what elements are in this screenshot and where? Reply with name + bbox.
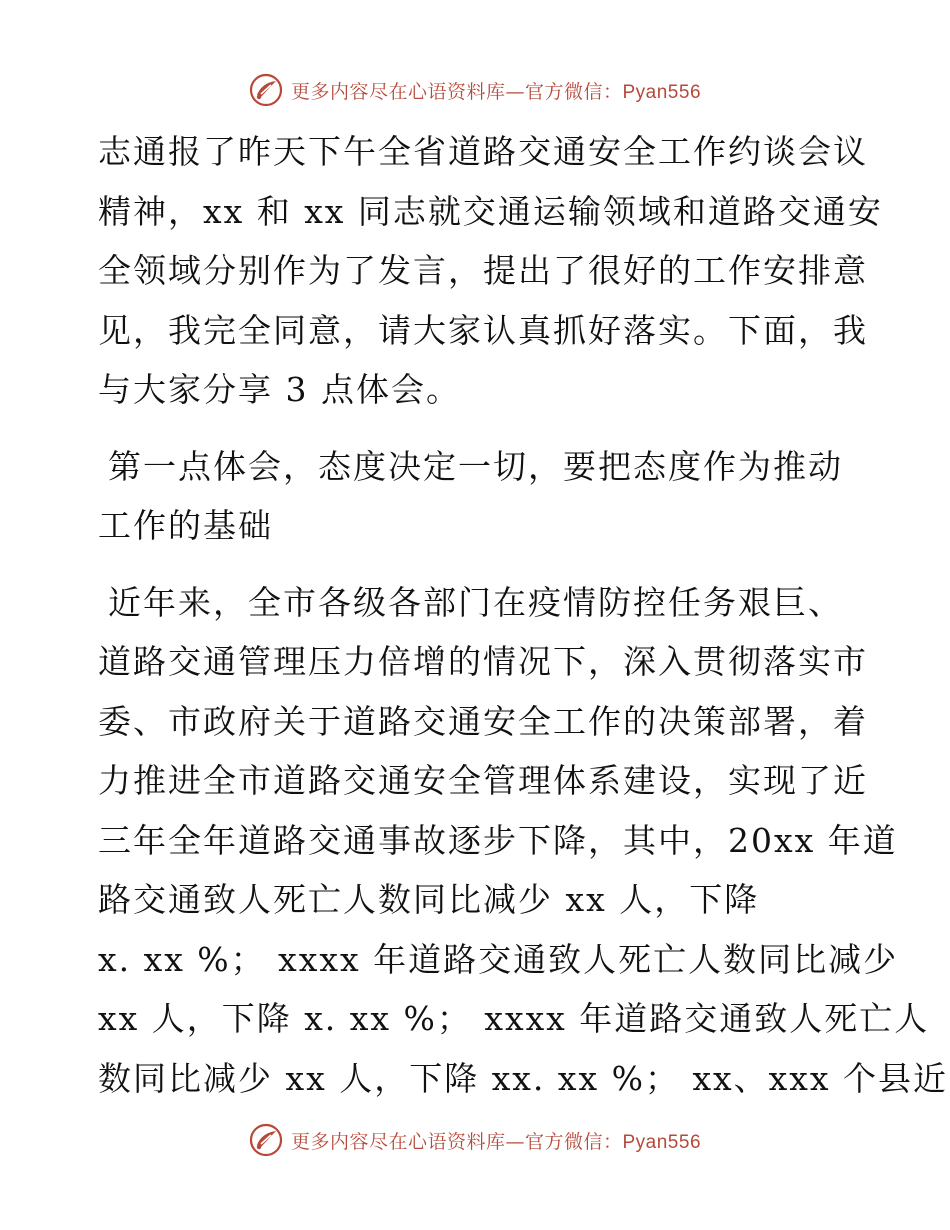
banner-wechat-id: Pyan556 (622, 1131, 702, 1153)
text-line: 全领域分别作为了发言，提出了很好的工作安排意 (98, 251, 868, 290)
text-line: 与大家分享 3 点体会。 (98, 370, 461, 409)
text-line: x. xx %； xxxx 年道路交通致人死亡人数同比减少 (98, 939, 899, 979)
text-line: xx 人，下降 x. xx %； xxxx 年道路交通致人死亡人 (98, 999, 930, 1038)
footer-banner (0, 1120, 950, 1160)
header-banner (0, 70, 950, 110)
section-heading (98, 437, 878, 556)
text-line: 道路交通管理压力倍增的情况下，深入贯彻落实市 (98, 642, 868, 681)
text-line: 见，我完全同意，请大家认真抓好落实。下面，我 (98, 310, 868, 350)
text-line: 三年全年道路交通事故逐步下降，其中，20xx 年道 (98, 820, 898, 860)
text-line: 近年来，全市各级各部门在疫情防控任务艰巨、 (108, 582, 843, 622)
text-line: 力推进全市道路交通安全管理体系建设，实现了近 (98, 761, 868, 800)
banner-wechat-id: Pyan556 (622, 81, 702, 103)
banner-text: 更多内容尽在心语资料库—官方微信：Pyan556 (290, 80, 702, 103)
text-line: 精神，xx 和 xx 同志就交通运输领域和道路交通安 (98, 191, 883, 231)
banner-text: 更多内容尽在心语资料库—官方微信：Pyan556 (290, 1130, 702, 1153)
brand-logo-icon (249, 73, 283, 107)
text-line: 第一点体会，态度决定一切，要把态度作为推动 (108, 446, 843, 486)
document-body (98, 122, 948, 1108)
text-line: 路交通致人死亡人数同比减少 xx 人，下降 (98, 880, 760, 919)
text-line: 委、市政府关于道路交通安全工作的决策部署，着 (98, 701, 868, 741)
paragraph-3 (98, 573, 948, 1109)
text-line: 工作的基础 (98, 506, 273, 545)
text-line: 数同比减少 xx 人，下降 xx. xx %； xx、xxx 个县近 (98, 1058, 948, 1098)
brand-logo-icon (249, 1123, 283, 1157)
paragraph-1 (98, 122, 883, 420)
text-line: 志通报了昨天下午全省道路交通安全工作约谈会议 (98, 132, 868, 171)
